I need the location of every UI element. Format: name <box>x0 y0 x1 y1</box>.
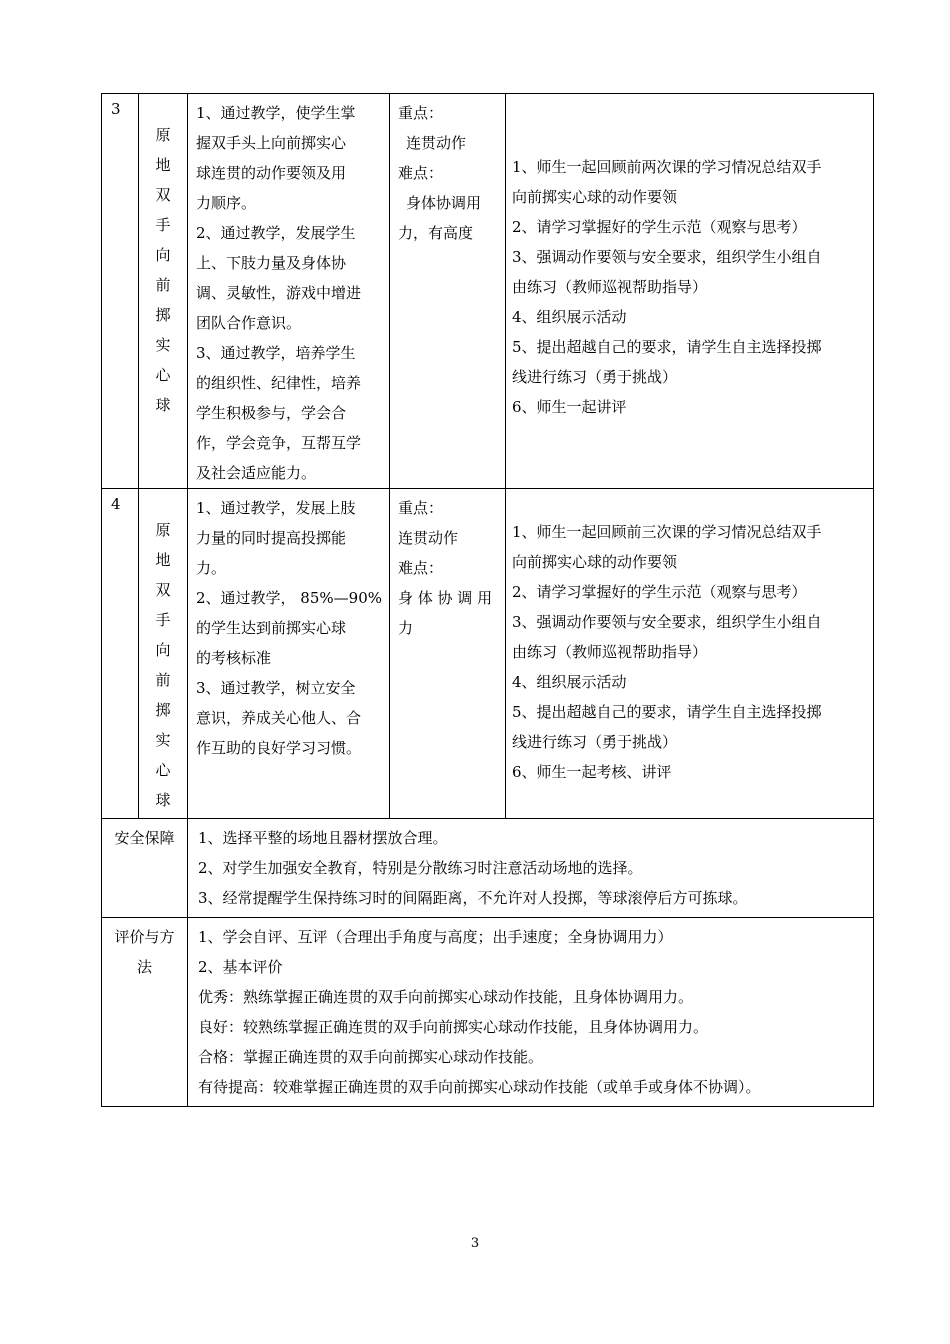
objectives-cell <box>188 489 390 819</box>
keypoint-line: 连贯动作 <box>406 134 467 152</box>
objective-line: 3、通过教学，培养学生 <box>196 344 356 362</box>
step-line: 由练习（教师巡视帮助指导） <box>512 643 708 661</box>
title-char: 心 <box>155 761 171 779</box>
title-char: 球 <box>155 791 171 809</box>
keypoint-line: 难点： <box>398 559 444 577</box>
step-line: 2、请学习掌握好的学生示范（观察与思考） <box>512 583 807 601</box>
objective-line: 作，学会竞争，互帮互学 <box>196 434 362 452</box>
objective-line: 1、通过教学，发展上肢 <box>196 499 356 517</box>
lesson-number <box>102 94 139 489</box>
safety-line: 3、经常提醒学生保持练习时的间隔距离，不允许对人投掷，等球滚停后方可拣球。 <box>198 889 748 907</box>
keypoints-cell <box>390 489 506 819</box>
title-char: 原 <box>155 126 171 144</box>
lesson-number-text: 3 <box>111 100 121 118</box>
objective-line: 力量的同时提高投掷能 <box>196 529 347 547</box>
step-line: 6、师生一起讲评 <box>512 398 627 416</box>
title-char: 手 <box>155 216 171 234</box>
title-char: 地 <box>155 551 171 569</box>
title-char: 心 <box>155 366 171 384</box>
evaluation-content <box>188 918 874 1107</box>
objective-line: 上、下肢力量及身体协 <box>196 254 347 272</box>
keypoint-line: 力 <box>398 619 414 637</box>
evaluation-line: 2、基本评价 <box>198 958 283 976</box>
objective-line: 作互助的良好学习习惯。 <box>196 739 362 757</box>
step-line: 向前掷实心球的动作要领 <box>512 553 678 571</box>
objective-line: 团队合作意识。 <box>196 314 302 332</box>
objective-line: 2、通过教学， 85%—90% <box>196 589 382 607</box>
step-line: 5、提出超越自己的要求，请学生自主选择投掷 <box>512 338 822 356</box>
objective-line: 1、通过教学，使学生掌 <box>196 104 356 122</box>
safety-row <box>102 819 874 918</box>
safety-label <box>102 819 188 918</box>
step-line: 线进行练习（勇于挑战） <box>512 368 678 386</box>
evaluation-line: 有待提高：较难掌握正确连贯的双手向前掷实心球动作技能（或单手或身体不协调）。 <box>198 1078 761 1096</box>
evaluation-label-line: 评价与方 <box>114 928 175 946</box>
evaluation-row <box>102 918 874 1107</box>
evaluation-line: 合格：掌握正确连贯的双手向前掷实心球动作技能。 <box>198 1048 544 1066</box>
step-line: 1、师生一起回顾前两次课的学习情况总结双手 <box>512 158 822 176</box>
lesson-title-vertical <box>139 489 188 819</box>
step-line: 3、强调动作要领与安全要求，组织学生小组自 <box>512 248 822 266</box>
lesson-number-text: 4 <box>111 495 121 513</box>
objective-line: 的学生达到前掷实心球 <box>196 619 347 637</box>
step-line: 向前掷实心球的动作要领 <box>512 188 678 206</box>
step-line: 由练习（教师巡视帮助指导） <box>512 278 708 296</box>
safety-line: 2、对学生加强安全教育，特别是分散练习时注意活动场地的选择。 <box>198 859 643 877</box>
keypoint-line: 连贯动作 <box>398 529 459 547</box>
objective-line: 2、通过教学，发展学生 <box>196 224 356 242</box>
evaluation-label-line: 法 <box>136 958 152 976</box>
step-line: 5、提出超越自己的要求，请学生自主选择投掷 <box>512 703 822 721</box>
step-line: 4、组织展示活动 <box>512 673 627 691</box>
evaluation-label <box>102 918 188 1107</box>
step-line: 线进行练习（勇于挑战） <box>512 733 678 751</box>
title-char: 前 <box>155 276 171 294</box>
objective-line: 及社会适应能力。 <box>196 464 317 482</box>
objective-line: 力顺序。 <box>196 194 257 212</box>
keypoint-line: 力，有高度 <box>398 224 474 242</box>
step-line: 6、师生一起考核、讲评 <box>512 763 672 781</box>
title-char: 实 <box>155 336 171 354</box>
objective-line: 握双手头上向前掷实心 <box>196 134 347 152</box>
objective-line: 的组织性、纪律性，培养 <box>196 374 362 392</box>
title-char: 向 <box>155 246 171 264</box>
title-char: 实 <box>155 731 171 749</box>
lesson-number <box>102 489 139 819</box>
title-char: 原 <box>155 521 171 539</box>
steps-cell <box>506 94 874 489</box>
step-line: 3、强调动作要领与安全要求，组织学生小组自 <box>512 613 822 631</box>
objective-line: 意识，养成关心他人、合 <box>196 709 362 727</box>
title-char: 前 <box>155 671 171 689</box>
title-char: 向 <box>155 641 171 659</box>
objective-line: 的考核标准 <box>196 649 272 667</box>
keypoint-line: 难点： <box>398 164 444 182</box>
title-char: 掷 <box>155 306 171 324</box>
lesson-plan-table <box>101 93 874 1107</box>
page-number: 3 <box>470 1236 480 1251</box>
evaluation-line: 良好：较熟练掌握正确连贯的双手向前掷实心球动作技能，且身体协调用力。 <box>198 1018 709 1036</box>
keypoints-cell <box>390 94 506 489</box>
objective-line: 力。 <box>196 559 227 577</box>
safety-label-text: 安全保障 <box>114 829 175 847</box>
steps-cell <box>506 489 874 819</box>
lesson-row-3 <box>102 94 874 489</box>
lesson-row-4 <box>102 489 874 819</box>
title-char: 地 <box>155 156 171 174</box>
step-line: 2、请学习掌握好的学生示范（观察与思考） <box>512 218 807 236</box>
objective-line: 3、通过教学，树立安全 <box>196 679 356 697</box>
step-line: 4、组织展示活动 <box>512 308 627 326</box>
objective-line: 学生积极参与，学会合 <box>196 404 347 422</box>
keypoint-line: 重点： <box>398 104 444 122</box>
objectives-cell <box>188 94 390 489</box>
evaluation-line: 1、学会自评、互评（合理出手角度与高度；出手速度；全身协调用力） <box>198 928 673 946</box>
title-char: 掷 <box>155 701 171 719</box>
title-char: 手 <box>155 611 171 629</box>
safety-line: 1、选择平整的场地且器材摆放合理。 <box>198 829 448 847</box>
keypoint-line: 身 体 协 调 用 <box>398 589 493 607</box>
lesson-title-vertical <box>139 94 188 489</box>
objective-line: 调、灵敏性，游戏中增进 <box>196 284 362 302</box>
keypoint-line: 身体协调用 <box>406 194 482 212</box>
title-char: 双 <box>155 186 171 204</box>
objective-line: 球连贯的动作要领及用 <box>196 164 347 182</box>
step-line: 1、师生一起回顾前三次课的学习情况总结双手 <box>512 523 822 541</box>
keypoint-line: 重点： <box>398 499 444 517</box>
evaluation-line: 优秀：熟练掌握正确连贯的双手向前掷实心球动作技能，且身体协调用力。 <box>198 988 694 1006</box>
title-char: 双 <box>155 581 171 599</box>
safety-content <box>188 819 874 918</box>
title-char: 球 <box>155 396 171 414</box>
